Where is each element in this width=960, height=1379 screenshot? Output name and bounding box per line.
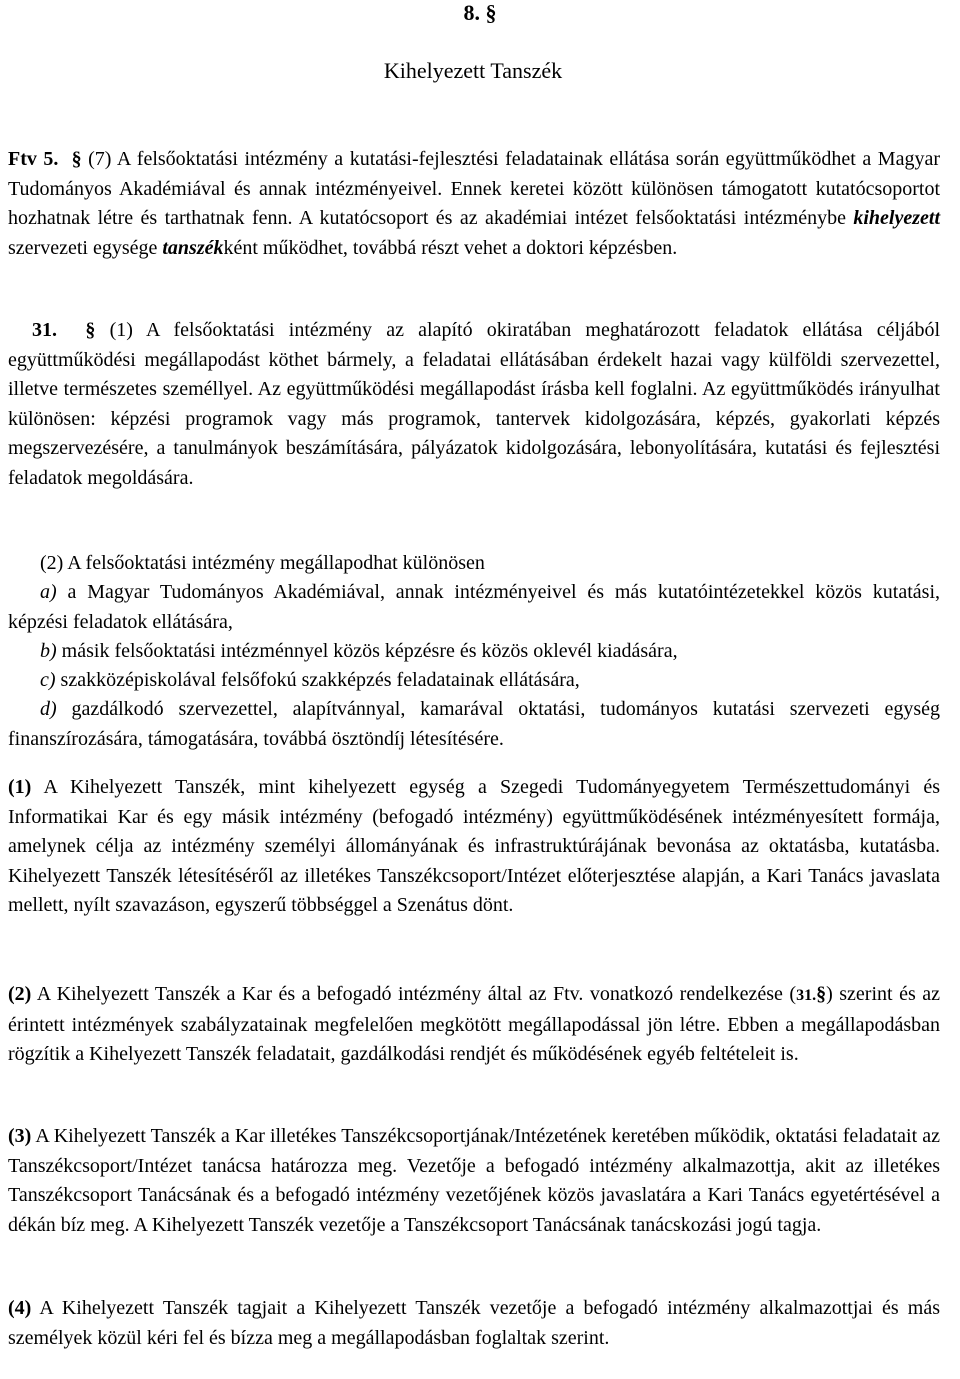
rule-text-b: ) szerint és az érintett intézmények szabályzatainak megfelelően megkötött megállapodással jön létre. Ebben a megállapodásban rögzítik a Kihelyezett Tanszék feladatait, gazdálkodási rendjét és működésének egyéb feltételeit is. [8,983,940,1065]
rule-ref: 31. [796,987,817,1004]
ftv5-paragraph [8,145,940,263]
section-sign: § [816,983,827,1005]
ftv31-item-d [8,695,940,754]
rule-text: A Kihelyezett Tanszék a Kar illetékes Tanszékcsoportjának/Intézetének keretében működik, oktatási feladatait az Tanszékcsoport/Intézet tanácsa határozza meg. Vezetője a befogadó intézmény alkalmazottja, akit az illetékes Tanszékcsoport Tanácsának és a befogadó intézmény vezetőjének közös javaslatára a Kari Tanács egyetértésével a dékán bíz meg. A Kihelyezett Tanszék vezetője a Tanszékcsoport Tanácsának tanácskozási jogú tagja. [8,1125,941,1236]
item-text: másik felsőoktatási intézménnyel közös képzésre és közös oklevél kiadására, [61,640,678,662]
ftv31-text: (1) A felsőoktatási intézmény az alapító okiratában meghatározott feladatok ellátása céljából együttműködési megállapodást köthet bármely, a feladatai ellátásában érdekelt hazai vagy külföldi szervezettel, illetve természetes személlyel. Az együttműködési megállapodást írásba kell foglalni. Az együttműködés irányulhat különösen: képzési programok vagy más programok, tantervek kidolgozására, képzés, gyakorlati képzés megszervezésére, a tanulmányok beszámítására, pályázatok kidolgozására, lebonyolítására, kutatási és fejlesztési feladatok megoldására. [8,319,940,489]
ftv31-item-a [8,578,940,637]
item-text: gazdálkodó szervezettel, alapítvánnyal, kamarával oktatási, tudományos kutatási szervezeti egység finanszírozására, támogatására, továbbá ösztöndíj létesítésére. [8,698,941,750]
item-letter: c) [40,669,56,691]
rule-number: (4) [8,1297,32,1319]
section-title: Kihelyezett Tanszék [383,58,563,83]
ftv31-item-b [40,637,940,667]
ftv31-paragraph-1 [8,316,940,493]
rule-paragraph-2 [8,980,940,1070]
rule-text: A Kihelyezett Tanszék, mint kihelyezett egység a Szegedi Tudományegyetem Természettudományi és Informatikai Kar és egy másik intézmény (befogadó intézmény) együttműködésének intézményesített formája, amelynek célja az intézmény személyi állományának és infrastruktúrájának bevonása az oktatásba, kutatásba. Kihelyezett Tanszék létesítéséről az illetékes Tanszékcsoport/Intézet előterjesztése alapján, a Kari Tanács javaslata mellett, nyílt szavazáson, egyszerű többséggel a Szenátus dönt. [8,776,940,916]
rule-text: A Kihelyezett Tanszék tagjait a Kihelyezett Tanszék vezetője a befogadó intézmény alkalmazottjai és más személyek közül kéri fel és bízza meg a megállapodásban foglaltak szerint. [8,1297,940,1349]
ftv31-paragraph-2-intro: (2) A felsőoktatási intézmény megállapodhat különösen [40,552,485,574]
ftv5-ref: Ftv 5. [8,148,59,170]
item-letter: a) [40,581,57,603]
item-text: szakközépiskolával felsőfokú szakképzés feladatainak ellátására, [60,669,580,691]
rule-paragraph-4 [8,1294,940,1353]
term-tanszek: tanszék [162,236,224,259]
item-letter: b) [40,640,57,662]
item-letter: d) [40,698,57,720]
rule-text-a: A Kihelyezett Tanszék a Kar és a befogadó intézmény által az Ftv. vonatkozó rendelkezése ( [36,983,797,1005]
term-kihelyezett: kihelyezett [853,207,940,229]
ftv5-text-c: ként működhet, továbbá részt vehet a doktori képzésben. [223,236,678,259]
ftv5-text-a: (7) A felsőoktatási intézmény a kutatási-fejlesztési feladatainak ellátása során együttműködhet a Magyar Tudományos Akadémiával és annak intézményeivel. Ennek keretei között különösen támogatott kutatócsoportot hozhatnak létre és tarthatnak fenn. A kutatócsoport és az akadémiai intézet felsőoktatási intézménybe [8,148,940,229]
rule-paragraph-1 [8,773,940,921]
rule-number: (2) [8,983,32,1005]
ftv5-text-b: szervezeti egysége [8,236,158,259]
section-number: 8. § [463,0,497,25]
ftv31-ref: 31. [32,319,57,341]
section-sign: § [85,319,96,341]
rule-paragraph-3 [8,1122,940,1240]
ftv31-item-c [40,666,940,696]
section-sign: § [71,148,82,170]
item-text: a Magyar Tudományos Akadémiával, annak intézményeivel és más kutatóintézetekkel közös kutatási, képzési feladatok ellátására, [8,581,940,633]
rule-number: (1) [8,776,32,798]
rule-number: (3) [8,1125,32,1147]
